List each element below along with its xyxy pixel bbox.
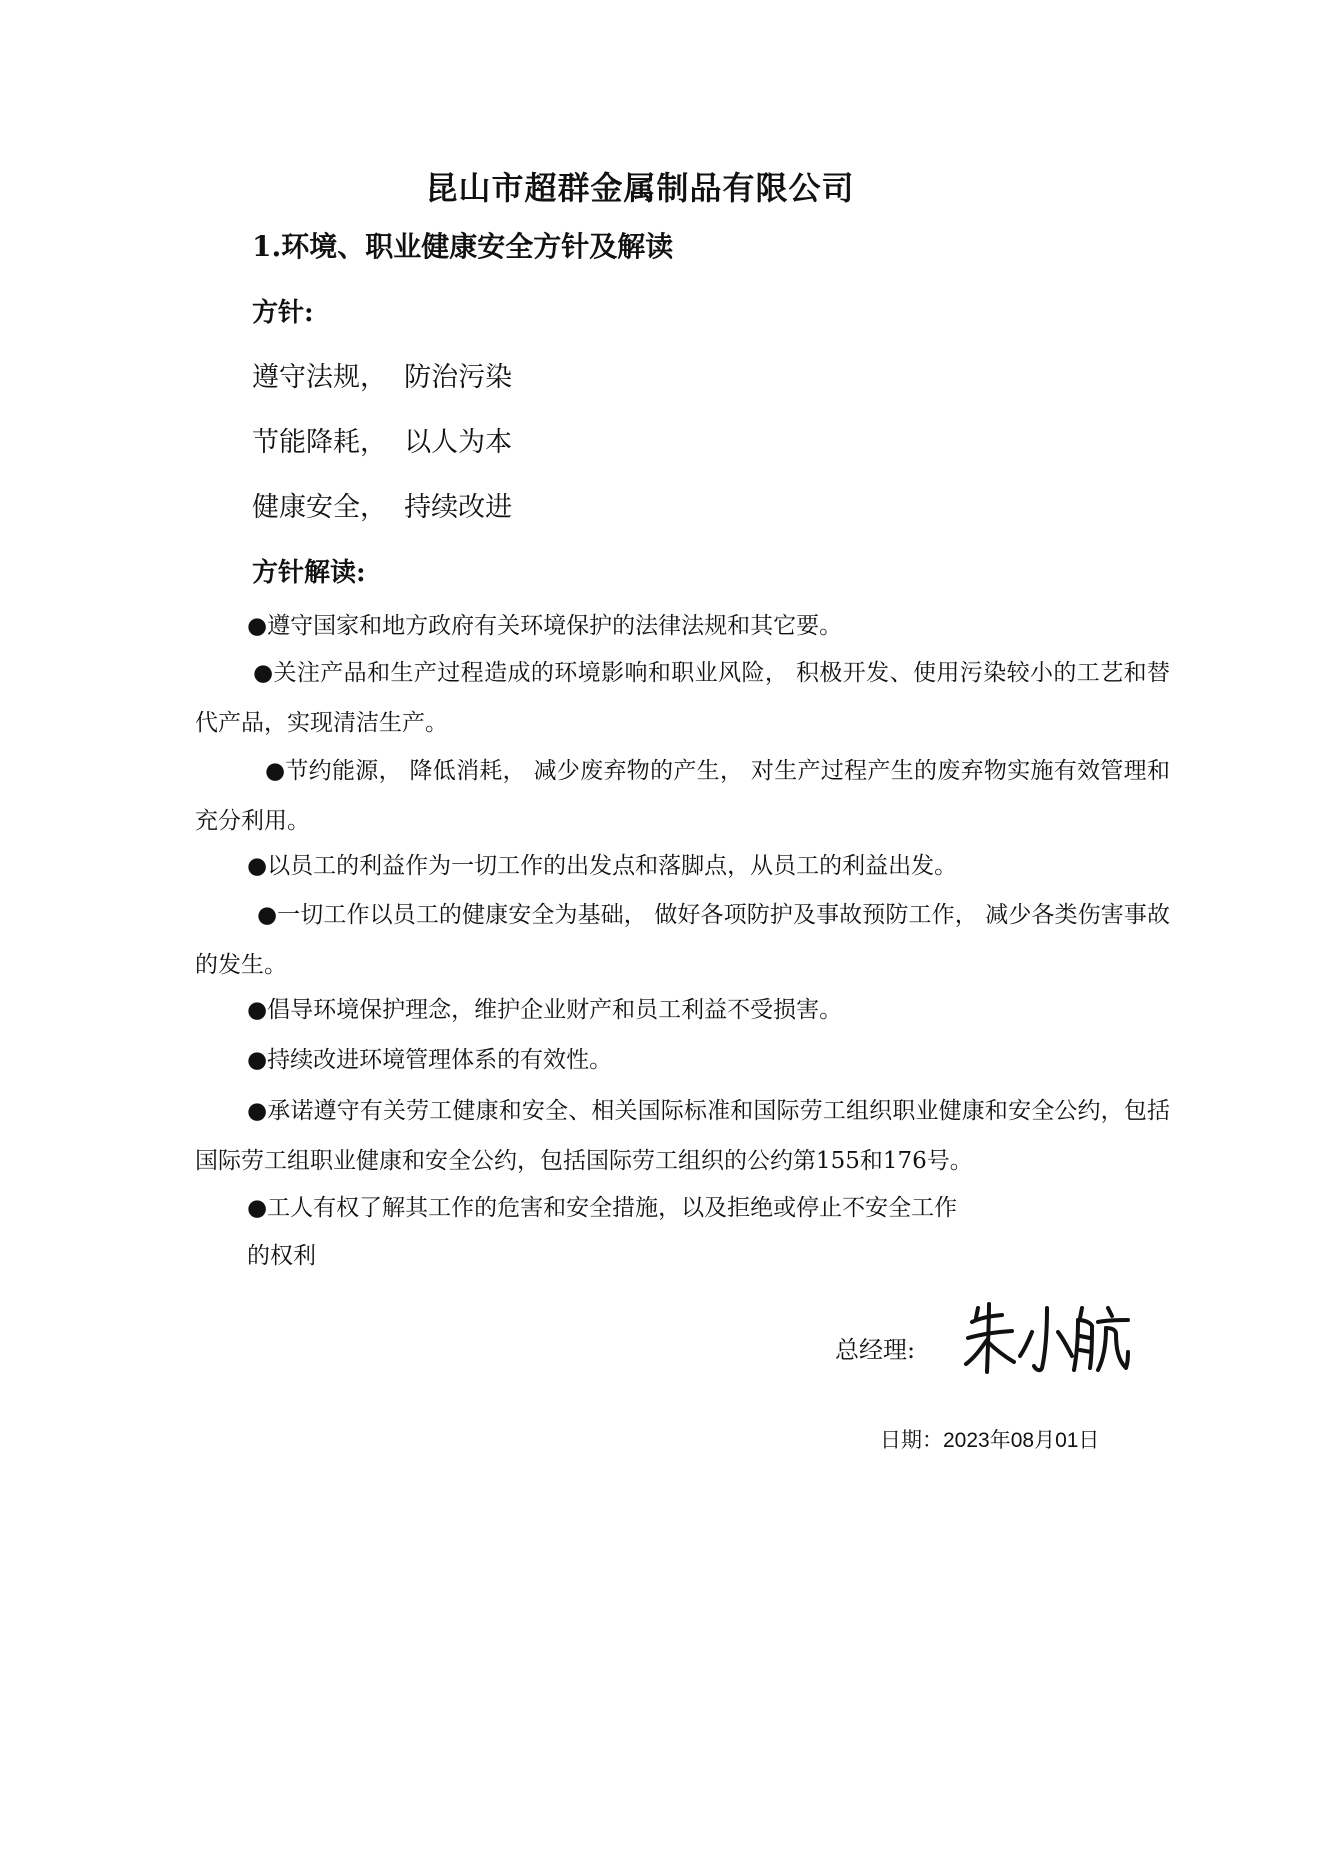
policy-line: 健康安全， 持续改进: [252, 492, 513, 523]
date: 日期：2023年08月01日: [880, 1429, 1100, 1452]
policy-line: 遵守法规， 防治污染: [252, 362, 513, 393]
signer-label: 总经理:: [835, 1336, 916, 1364]
interpretation-item: ●关注产品和生产过程造成的环境影响和职业风险， 积极开发、使用污染较小的工艺和替代产品，实现清洁生产。: [195, 660, 1170, 736]
policy-line: 节能降耗， 以人为本: [252, 427, 513, 458]
interpretation-item: ●一切工作以员工的健康安全为基础， 做好各项防护及事故预防工作， 减少各类伤害事故的发生。: [195, 902, 1170, 978]
interpretation-item: ●倡导环境保护理念，维护企业财产和员工利益不受损害。: [247, 997, 843, 1023]
section-heading: 1.环境、职业健康安全方针及解读: [252, 230, 674, 263]
interpretation-label: 方针解读:: [252, 558, 366, 588]
interpretation-item: ●工人有权了解其工作的危害和安全措施，以及拒绝或停止不安全工作: [247, 1195, 958, 1221]
interpretation-item: ●节约能源， 降低消耗， 减少废弃物的产生， 对生产过程产生的废弃物实施有效管理和充分利用。: [195, 758, 1170, 834]
interpretation-item: 的权利: [247, 1243, 316, 1269]
interpretation-item: ●以员工的利益作为一切工作的出发点和落脚点，从员工的利益出发。: [247, 853, 958, 879]
policy-label: 方针:: [252, 298, 314, 328]
interpretation-item: ●承诺遵守有关劳工健康和安全、相关国际标准和国际劳工组织职业健康和安全公约，包括国际劳工组职业健康和安全公约，包括国际劳工组织的公约第155和176号。: [195, 1098, 1170, 1174]
interpretation-item: ●遵守国家和地方政府有关环境保护的法律法规和其它要。: [247, 613, 843, 639]
handwritten-signature: [962, 1300, 1132, 1380]
company-title: 昆山市超群金属制品有限公司: [425, 169, 855, 207]
interpretation-item: ●持续改进环境管理体系的有效性。: [247, 1047, 613, 1073]
